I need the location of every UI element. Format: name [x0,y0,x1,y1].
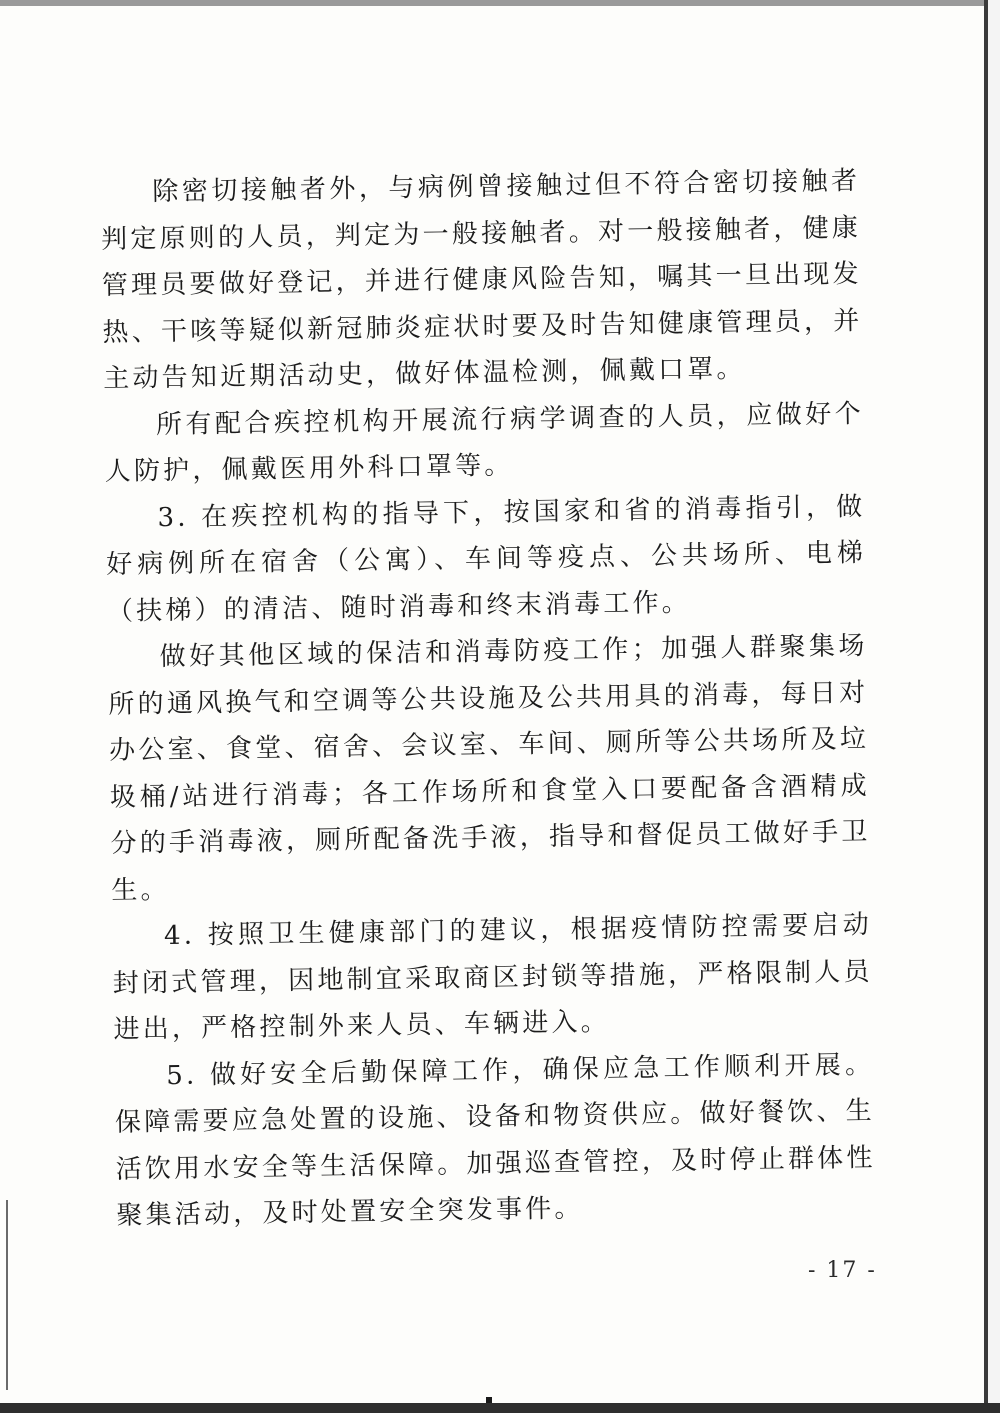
scan-edge-bottom [0,1403,1000,1413]
scan-edge-right [984,0,988,1413]
paragraph-item-3-disinfection: 3. 在疾控机构的指导下，按国家和省的消毒指引，做好病例所在宿舍（公寓）、车间等疫点、公共场所、电梯（扶梯）的清洁、随时消毒和终末消毒工作。 [105,491,867,627]
scan-edge-top [0,0,1000,6]
scan-margin-right [988,0,1000,1413]
paragraph-investigation-staff: 所有配合疾控机构开展流行病学调查的人员，应做好个人防护，佩戴医用外科口罩等。 [104,398,865,487]
scan-mark-bottom [486,1397,492,1403]
page-number: - 17 - [808,1258,877,1283]
paragraph-item-4-closed-management: 4. 按照卫生健康部门的建议，根据疫情防控需要启动封闭式管理，因地制宜采取商区封锁等措施，严格限制人员进出，严格控制外来人员、车辆进入。 [112,909,873,1045]
paragraph-item-5-logistics: 5. 做好安全后勤保障工作，确保应急工作顺利开展。保障需要应急处置的设施、设备和物资供应。做好餐饮、生活饮用水安全等生活保障。加强巡查管控，及时停止群体性聚集活动，及时处置安全突发事件。 [114,1049,876,1231]
paragraph-other-areas-cleaning: 做好其他区域的保洁和消毒防疫工作；加强人群聚集场所的通风换气和空调等公共设施及公共用具的消毒，每日对办公室、食堂、宿舍、会议室、车间、厕所等公共场所及垃圾桶/站进行消毒；各工作场所和食堂入口要配备含酒精成分的手消毒液，厕所配备洗手液，指导和督促员工做好手卫生。 [108,631,871,906]
scan-mark-left [6,1200,8,1390]
paragraph-general-contacts: 除密切接触者外，与病例曾接触过但不符合密切接触者判定原则的人员，判定为一般接触者。对一般接触者，健康管理员要做好登记，并进行健康风险告知，嘱其一旦出现发热、干咳等疑似新冠肺炎症状时要及时告知健康管理员，并主动告知近期活动史，做好体温检测，佩戴口罩。 [100,166,863,394]
document-body [100,158,877,1239]
